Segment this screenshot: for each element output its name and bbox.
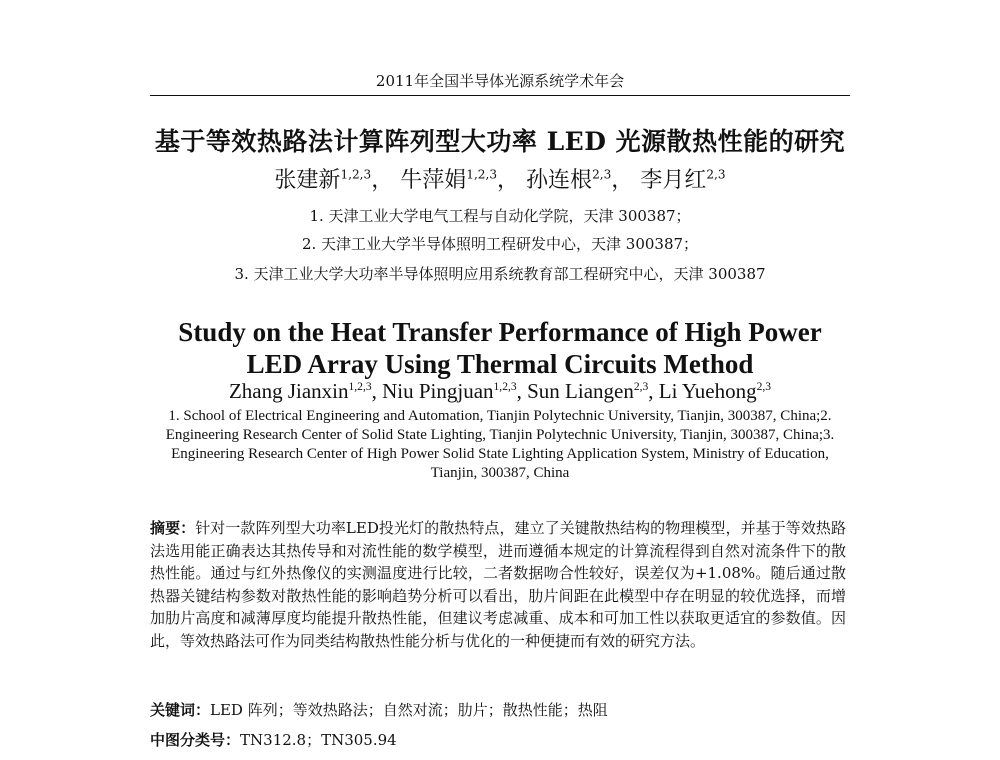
author-separator: ,: [371, 379, 383, 403]
author-name: Niu Pingjuan: [382, 379, 494, 403]
author-affiliation-marker: 1,2,3: [348, 381, 372, 393]
english-authors: [100, 378, 900, 404]
keywords: [150, 700, 846, 720]
author-name: Zhang Jianxin: [228, 379, 349, 403]
conference-header: 2011年全国半导体光源系统学术年会: [375, 72, 625, 90]
chinese-authors: [150, 167, 850, 195]
author-separator: ，: [371, 168, 394, 193]
english-title-line-2: LED Array Using Thermal Circuits Method: [246, 349, 754, 379]
author-affiliation-marker: 2,3: [633, 381, 649, 393]
author-affiliation-marker: 1,2,3: [466, 167, 498, 182]
english-affiliations: 1. School of Electrical Engineering and Automation, Tianjin Polytechnic University, Tianjin, 300387, China;2. Engineering Research Center of Solid State Lighting, Tianjin Polytechnic University, Tianjin, 300387, China;3. Engineering Research Center of High Power Solid State Lighting Application System, Ministry of Education, Tianjin, 300387, China: [165, 408, 835, 481]
chinese-title: 基于等效热路法计算阵列型大功率 LED 光源散热性能的研究: [154, 127, 846, 156]
author-affiliation-marker: 2,3: [706, 167, 726, 182]
chinese-affiliation-3: 3. 天津工业大学大功率半导体照明应用系统教育部工程研究中心，天津 300387: [234, 265, 766, 283]
author-affiliation-marker: 1,2,3: [340, 167, 372, 182]
classification-number: [150, 730, 846, 750]
classification-label: 中图分类号：: [150, 731, 241, 749]
author-separator: ，: [611, 168, 634, 193]
author-affiliation-marker: 1,2,3: [493, 381, 517, 393]
author-name: 孙连根: [526, 168, 593, 193]
header-rule: [150, 95, 850, 96]
chinese-affiliation-1: 1. 天津工业大学电气工程与自动化学院，天津 300387；: [309, 207, 691, 225]
author-separator: ，: [497, 168, 520, 193]
english-title-line-1: Study on the Heat Transfer Performance of High Power: [178, 317, 822, 347]
keywords-label: 关键词：: [150, 701, 211, 719]
author-affiliation-marker: 2,3: [756, 381, 772, 393]
author-name: 张建新: [274, 168, 341, 193]
author-separator: ,: [648, 379, 659, 403]
author-name: Sun Liangen: [527, 379, 634, 403]
author-name: Li Yuehong: [658, 379, 757, 403]
author-name: 李月红: [640, 168, 707, 193]
author-affiliation-marker: 2,3: [592, 167, 612, 182]
english-title: [100, 316, 900, 380]
abstract: [150, 517, 846, 652]
classification-text: TN312.8；TN305.94: [240, 731, 397, 749]
abstract-text: 针对一款阵列型大功率LED投光灯的散热特点，建立了关键散热结构的物理模型，并基于等效热路法选用能正确表达其热传导和对流性能的数学模型，进而遵循本规定的计算流程得到自然对流条件下的散热性能。通过与红外热像仪的实测温度进行比较，二者数据吻合性较好，误差仅为+1.08%。随后通过散热器关键结构参数对散热性能的影响趋势分析可以看出，肋片间距在此模型中存在明显的较优选择，而增加肋片高度和减薄厚度均能提升散热性能，但建议考虑减重、成本和可加工性以获取更适宜的参数值。因此，等效热路法可作为同类结构散热性能分析与优化的一种便捷而有效的研究方法。: [150, 519, 846, 650]
chinese-affiliation-2: 2. 天津工业大学半导体照明工程研发中心，天津 300387；: [301, 235, 699, 253]
author-name: 牛萍娟: [400, 168, 467, 193]
abstract-label: 摘要：: [150, 519, 196, 537]
keywords-text: LED 阵列；等效热路法；自然对流；肋片；散热性能；热阻: [210, 701, 608, 719]
author-separator: ,: [516, 379, 528, 403]
